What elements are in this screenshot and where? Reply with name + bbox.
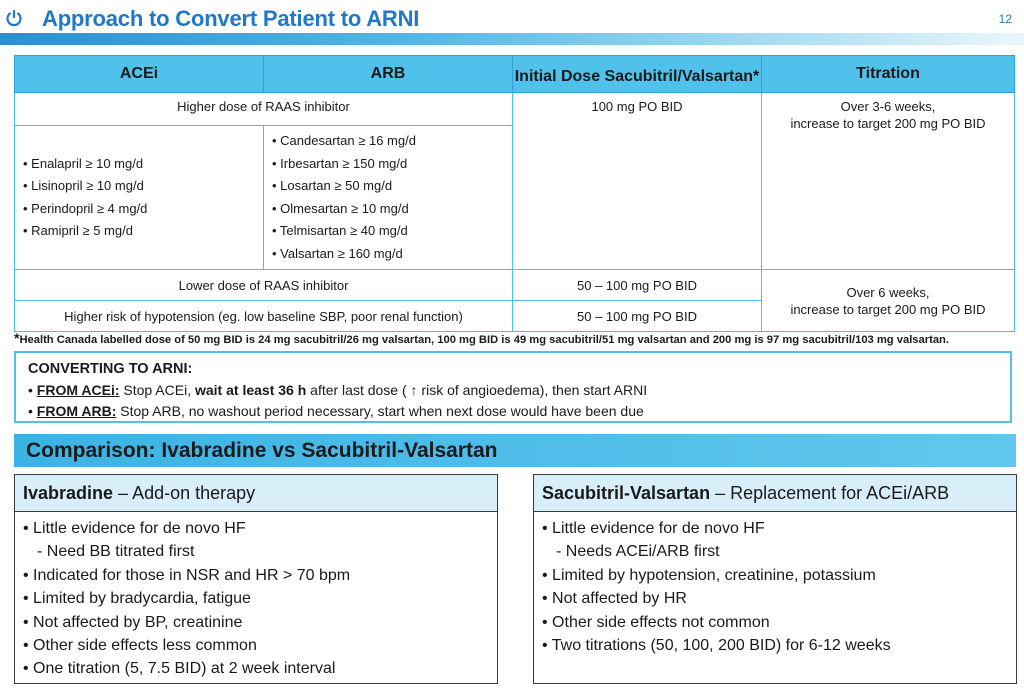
list-item: • Enalapril ≥ 10 mg/d bbox=[23, 155, 144, 171]
lower-dose-label: Lower dose of RAAS inhibitor bbox=[15, 270, 513, 301]
table-row bbox=[15, 270, 1015, 301]
col-header-initial-dose: Initial Dose Sacubitril/Valsartan* bbox=[513, 56, 762, 93]
hypotension-risk-label: Higher risk of hypotension (eg. low baseline SBP, poor renal function) bbox=[15, 301, 513, 332]
from-arb-text: Stop ARB, no washout period necessary, start when next dose would have been due bbox=[116, 403, 644, 419]
panel-drug-name: Ivabradine bbox=[23, 483, 114, 503]
list-item: • Ramipril ≥ 5 mg/d bbox=[23, 223, 133, 238]
dosing-table bbox=[14, 55, 1015, 332]
list-item: - Needs ACEi/ARB first bbox=[556, 543, 720, 561]
slide-header bbox=[0, 0, 1024, 46]
table-header-row bbox=[15, 56, 1015, 93]
comparison-title-bar: Comparison: Ivabradine vs Sacubitril-Valsartan bbox=[14, 434, 1016, 467]
page-number: 12 bbox=[998, 12, 1012, 26]
ivabradine-panel bbox=[14, 474, 498, 684]
panel-subtitle: – Add-on therapy bbox=[113, 483, 256, 503]
acei-drug-list bbox=[15, 126, 264, 270]
titration-line: Over 3-6 weeks, bbox=[840, 99, 936, 114]
higher-dose-label: Higher dose of RAAS inhibitor bbox=[15, 93, 513, 126]
from-acei-line: • FROM ACEi: Stop ACEi, wait at least 36 h after last dose ( ↑ risk of angioedema), then start ARNI bbox=[28, 382, 648, 398]
converting-heading: CONVERTING TO ARNI: bbox=[28, 361, 193, 377]
list-item: • Indicated for those in NSR and HR > 70 bpm bbox=[23, 566, 351, 584]
list-item: • Not affected by HR bbox=[542, 590, 687, 608]
list-item: • Other side effects less common bbox=[23, 637, 257, 655]
list-item: • Limited by bradycardia, fatigue bbox=[23, 590, 251, 608]
higher-dose-titration bbox=[762, 93, 1015, 270]
page-title: Approach to Convert Patient to ARNI bbox=[42, 6, 420, 31]
lower-dose-titration bbox=[762, 270, 1015, 332]
from-acei-label: FROM ACEi: bbox=[36, 382, 120, 398]
col-header-titration: Titration bbox=[762, 56, 1015, 93]
titration-line: Over 6 weeks, bbox=[846, 284, 930, 300]
list-item: • Olmesartan ≥ 10 mg/d bbox=[272, 200, 409, 216]
sacubitril-valsartan-panel bbox=[533, 474, 1017, 684]
list-item: • Other side effects not common bbox=[542, 613, 770, 631]
list-item: - Need BB titrated first bbox=[37, 543, 195, 561]
list-item: • Irbesartan ≥ 150 mg/d bbox=[272, 155, 408, 171]
ivabradine-list bbox=[15, 512, 497, 681]
col-header-acei: ACEi bbox=[15, 56, 264, 93]
list-item: • Little evidence for de novo HF bbox=[542, 520, 765, 537]
footnote bbox=[14, 330, 949, 346]
from-acei-text: Stop ACEi, bbox=[119, 382, 195, 398]
list-item: • Not affected by BP, creatinine bbox=[23, 613, 243, 631]
hypotension-initial: 50 – 100 mg PO BID bbox=[513, 301, 762, 332]
panel-subtitle: – Replacement for ACEi/ARB bbox=[710, 483, 950, 503]
list-item: • Candesartan ≥ 16 mg/d bbox=[272, 133, 416, 148]
from-acei-emphasis: wait at least 36 h bbox=[194, 382, 307, 398]
lower-dose-initial: 50 – 100 mg PO BID bbox=[513, 270, 762, 301]
list-item: • Lisinopril ≥ 10 mg/d bbox=[23, 178, 144, 193]
from-arb-label: FROM ARB: bbox=[36, 403, 117, 419]
titration-line: increase to target 200 mg PO BID bbox=[790, 301, 986, 317]
list-item: • Telmisartan ≥ 40 mg/d bbox=[272, 223, 408, 238]
from-arb-line: • FROM ARB: Stop ARB, no washout period necessary, start when next dose would have been due bbox=[28, 403, 644, 419]
table-row bbox=[15, 93, 1015, 126]
list-item: • Two titrations (50, 100, 200 BID) for 6-12 weeks bbox=[542, 637, 891, 655]
col-header-arb: ARB bbox=[264, 56, 513, 93]
footnote-star: * bbox=[14, 330, 20, 346]
header-gradient-bar bbox=[0, 33, 1024, 45]
list-item: • Little evidence for de novo HF bbox=[23, 520, 246, 537]
list-item: • One titration (5, 7.5 BID) at 2 week interval bbox=[23, 660, 336, 678]
list-item: • Valsartan ≥ 160 mg/d bbox=[272, 245, 403, 261]
panel-drug-name: Sacubitril-Valsartan bbox=[542, 483, 711, 503]
from-acei-text-2: after last dose ( ↑ risk of angioedema), then start ARNI bbox=[306, 382, 648, 398]
list-item: • Perindopril ≥ 4 mg/d bbox=[23, 200, 148, 216]
footnote-text: Health Canada labelled dose of 50 mg BID is 24 mg sacubitril/26 mg valsartan, 100 mg BID is 49 mg sacubitril/51 mg valsartan and 200 mg is 97 mg sacubitril/103 mg valsartan. bbox=[19, 334, 949, 346]
power-heart-icon bbox=[4, 8, 24, 28]
higher-dose-initial: 100 mg PO BID bbox=[513, 93, 762, 270]
arb-drug-list bbox=[264, 126, 513, 270]
list-item: • Limited by hypotension, creatinine, potassium bbox=[542, 566, 876, 584]
panel-heading bbox=[15, 475, 497, 512]
panel-heading bbox=[534, 475, 1016, 512]
titration-line: increase to target 200 mg PO BID bbox=[790, 116, 986, 131]
converting-box bbox=[14, 351, 1012, 423]
sacubitril-valsartan-list bbox=[534, 512, 1016, 657]
list-item: • Losartan ≥ 50 mg/d bbox=[272, 178, 393, 193]
